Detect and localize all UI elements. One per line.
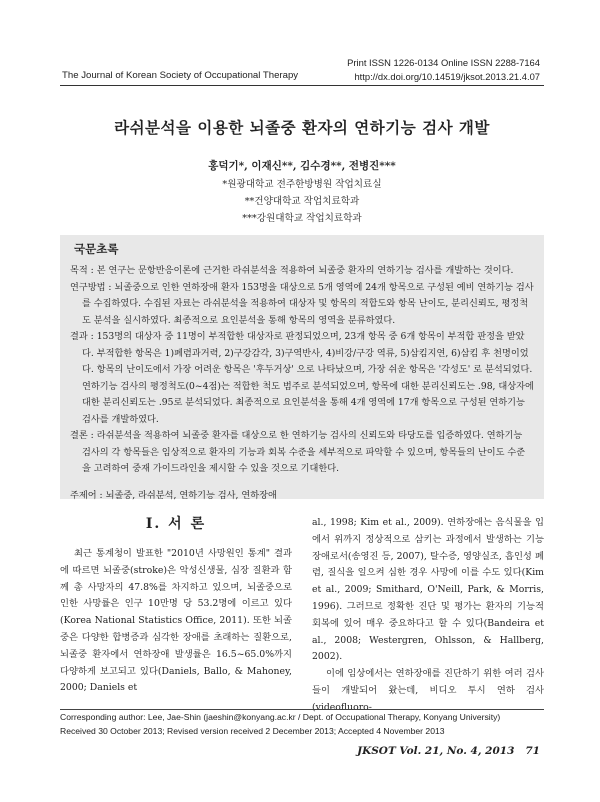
doi-link[interactable]: http://dx.doi.org/10.14519/jksot.2013.21.4.07 <box>354 71 540 82</box>
result-label: 결과 : <box>70 331 97 342</box>
method-text: 뇌졸중으로 인한 연하장애 환자 153명을 대상으로 5개 영역에 24개 항목으로 구성된 예비 연하기능 검사를 수집하였다. 수집된 자료는 라쉬분석을 적용하여 대상자 및 항목의 적합도와 항목 난이도, 분리신뢰도, 평정척도 분석을 실시하였다. 최종적으로 요인분석을 통해 항목의 영역을 분류하였다. <box>82 281 534 326</box>
journal-name: The Journal of Korean Society of Occupational Therapy <box>62 70 299 81</box>
affiliation-2: **건양대학교 작업치료학과 <box>244 196 360 207</box>
issn-line: Print ISSN 1226-0134 Online ISSN 2288-7164 <box>347 57 540 68</box>
affiliation-1: *원광대학교 전주한방병원 작업치료실 <box>222 179 382 190</box>
abstract-conclusion <box>70 428 534 478</box>
method-label: 연구방법 : <box>70 281 115 293</box>
affiliation-3: ***강원대학교 작업치료학과 <box>242 213 362 224</box>
body-paragraph: al., 1998; Kim et al., 2009). 연하장애는 음식물을 입에서 위까지 정상적으로 삼키는 과정에서 발생하는 기능장애로서(송영진 등, 2007), 탈수증, 영양실조, 흡인성 폐렴, 질식을 일으켜 심한 경우 사망에 이를 수도 있다(Kim et al., 2009; Smithard, O'Neill, Park, & Morris, 1996). 그러므로 정확한 진단 및 평가는 환자의 기능적 회복에 있어 매우 중요하다고 할 수 있다(Bandeira et al., 2008; Westergren, Ohlsson, & Hallberg, 2002). <box>312 517 544 663</box>
purpose-label: 목적 : <box>70 265 97 276</box>
body-paragraph: 최근 통계청이 발표한 "2010년 사망원인 통계" 결과에 따르면 뇌졸중(stroke)은 악성신생물, 심장 질환과 함께 총 사망자의 47.8%를 차지하고 있으며, 뇌졸중으로 인한 사망률은 인구 10만명 당 53.2명에 이르고 있다(Korea National Statistics Office, 2011). 또한 뇌졸중은 다양한 합병증과 심각한 장애를 초래하는 질환으로, 뇌졸중 환자에서 연하장애 발생률은 16.5~65.0%까지 다양하게 보고되고 있다(Daniels, Ballo, & Mahoney, 2000; Daniels et <box>60 548 292 694</box>
author-list: 홍덕기*, 이재신**, 김수경**, 전병진*** <box>208 160 396 172</box>
footnote-rule <box>60 709 544 710</box>
abstract-keywords <box>70 488 534 505</box>
journal-citation: JKSOT Vol. 21, No. 4, 2013 <box>357 745 515 757</box>
header-rule <box>60 85 544 86</box>
keywords-text: 뇌졸중, 라쉬분석, 연하기능 검사, 연하장애 <box>105 489 277 501</box>
result-text: 153명의 대상자 중 11명이 부적합한 대상자로 판정되었으며, 23개 항목 중 6개 항목이 부적합 판정을 받았다. 부적합한 항목은 1)폐렴과거력, 2)구강감각, 3)구역반사, 4)비강/구강 역류, 5)삼킴지연, 6)삼킴 후 천명이었다. 항목의 난이도에서 가장 어려운 항목은 '후두거상' 으로 나타났으며, 가장 쉬운 항목은 '각성도' 로 분석되었다. 연하기능 검사의 평정척도(0~4점)는 적합한 척도 범주로 분석되었으며, 항목에 대한 분리신뢰도는 .98, 대상자에 대한 분리신뢰도는 .95로 분석되었다. 최종적으로 요인분석을 통해 4개 영역에 17개 항목으로 구성된 연하기능 검사를 개발하였다. <box>82 331 534 425</box>
purpose-text: 본 연구는 문항반응이론에 근거한 라쉬분석을 적용하여 뇌졸중 환자의 연하기능 검사를 개발하는 것이다. <box>96 265 514 276</box>
body-paragraph: 이에 임상에서는 연하장애를 진단하기 위한 여러 검사들이 개발되어 왔는데, 비디오 투시 연하 검사(videofluoro- <box>312 668 544 713</box>
body-column-left <box>60 546 292 697</box>
abstract-box <box>60 235 544 499</box>
paper-title: 라쉬분석을 이용한 뇌졸중 환자의 연하기능 검사 개발 <box>114 118 490 137</box>
abstract-heading: 국문초록 <box>74 242 119 256</box>
conclusion-label: 결론 : <box>70 430 97 441</box>
conclusion-text: 라쉬분석을 적용하여 뇌졸중 환자를 대상으로 한 연하기능 검사의 신뢰도와 타당도를 입증하였다. 연하기능 검사의 각 항목들은 임상적으로 환자의 기능과 회복 수준을 세부적으로 파악할 수 있으며, 항목들의 난이도 수준을 고려하여 중재 가이드라인을 제시할 수 있을 것으로 기대한다. <box>82 430 526 474</box>
received-dates-note: Received 30 October 2013; Revised version received 2 December 2013; Accepted 4 November 2013 <box>60 726 445 736</box>
abstract-method <box>70 280 534 330</box>
page-number: 71 <box>525 745 540 757</box>
keywords-label: 주제어 : <box>70 489 106 501</box>
corresponding-author-note: Corresponding author: Lee, Jae-Shin (jaeshin@konyang.ac.kr / Dept. of Occupational Therapy, Konyang University) <box>60 712 501 722</box>
abstract-purpose <box>70 263 534 280</box>
abstract-result <box>70 329 534 428</box>
section-heading-introduction: Ⅰ. 서 론 <box>145 516 207 532</box>
body-column-right <box>312 515 544 717</box>
journal-footer <box>357 745 540 757</box>
